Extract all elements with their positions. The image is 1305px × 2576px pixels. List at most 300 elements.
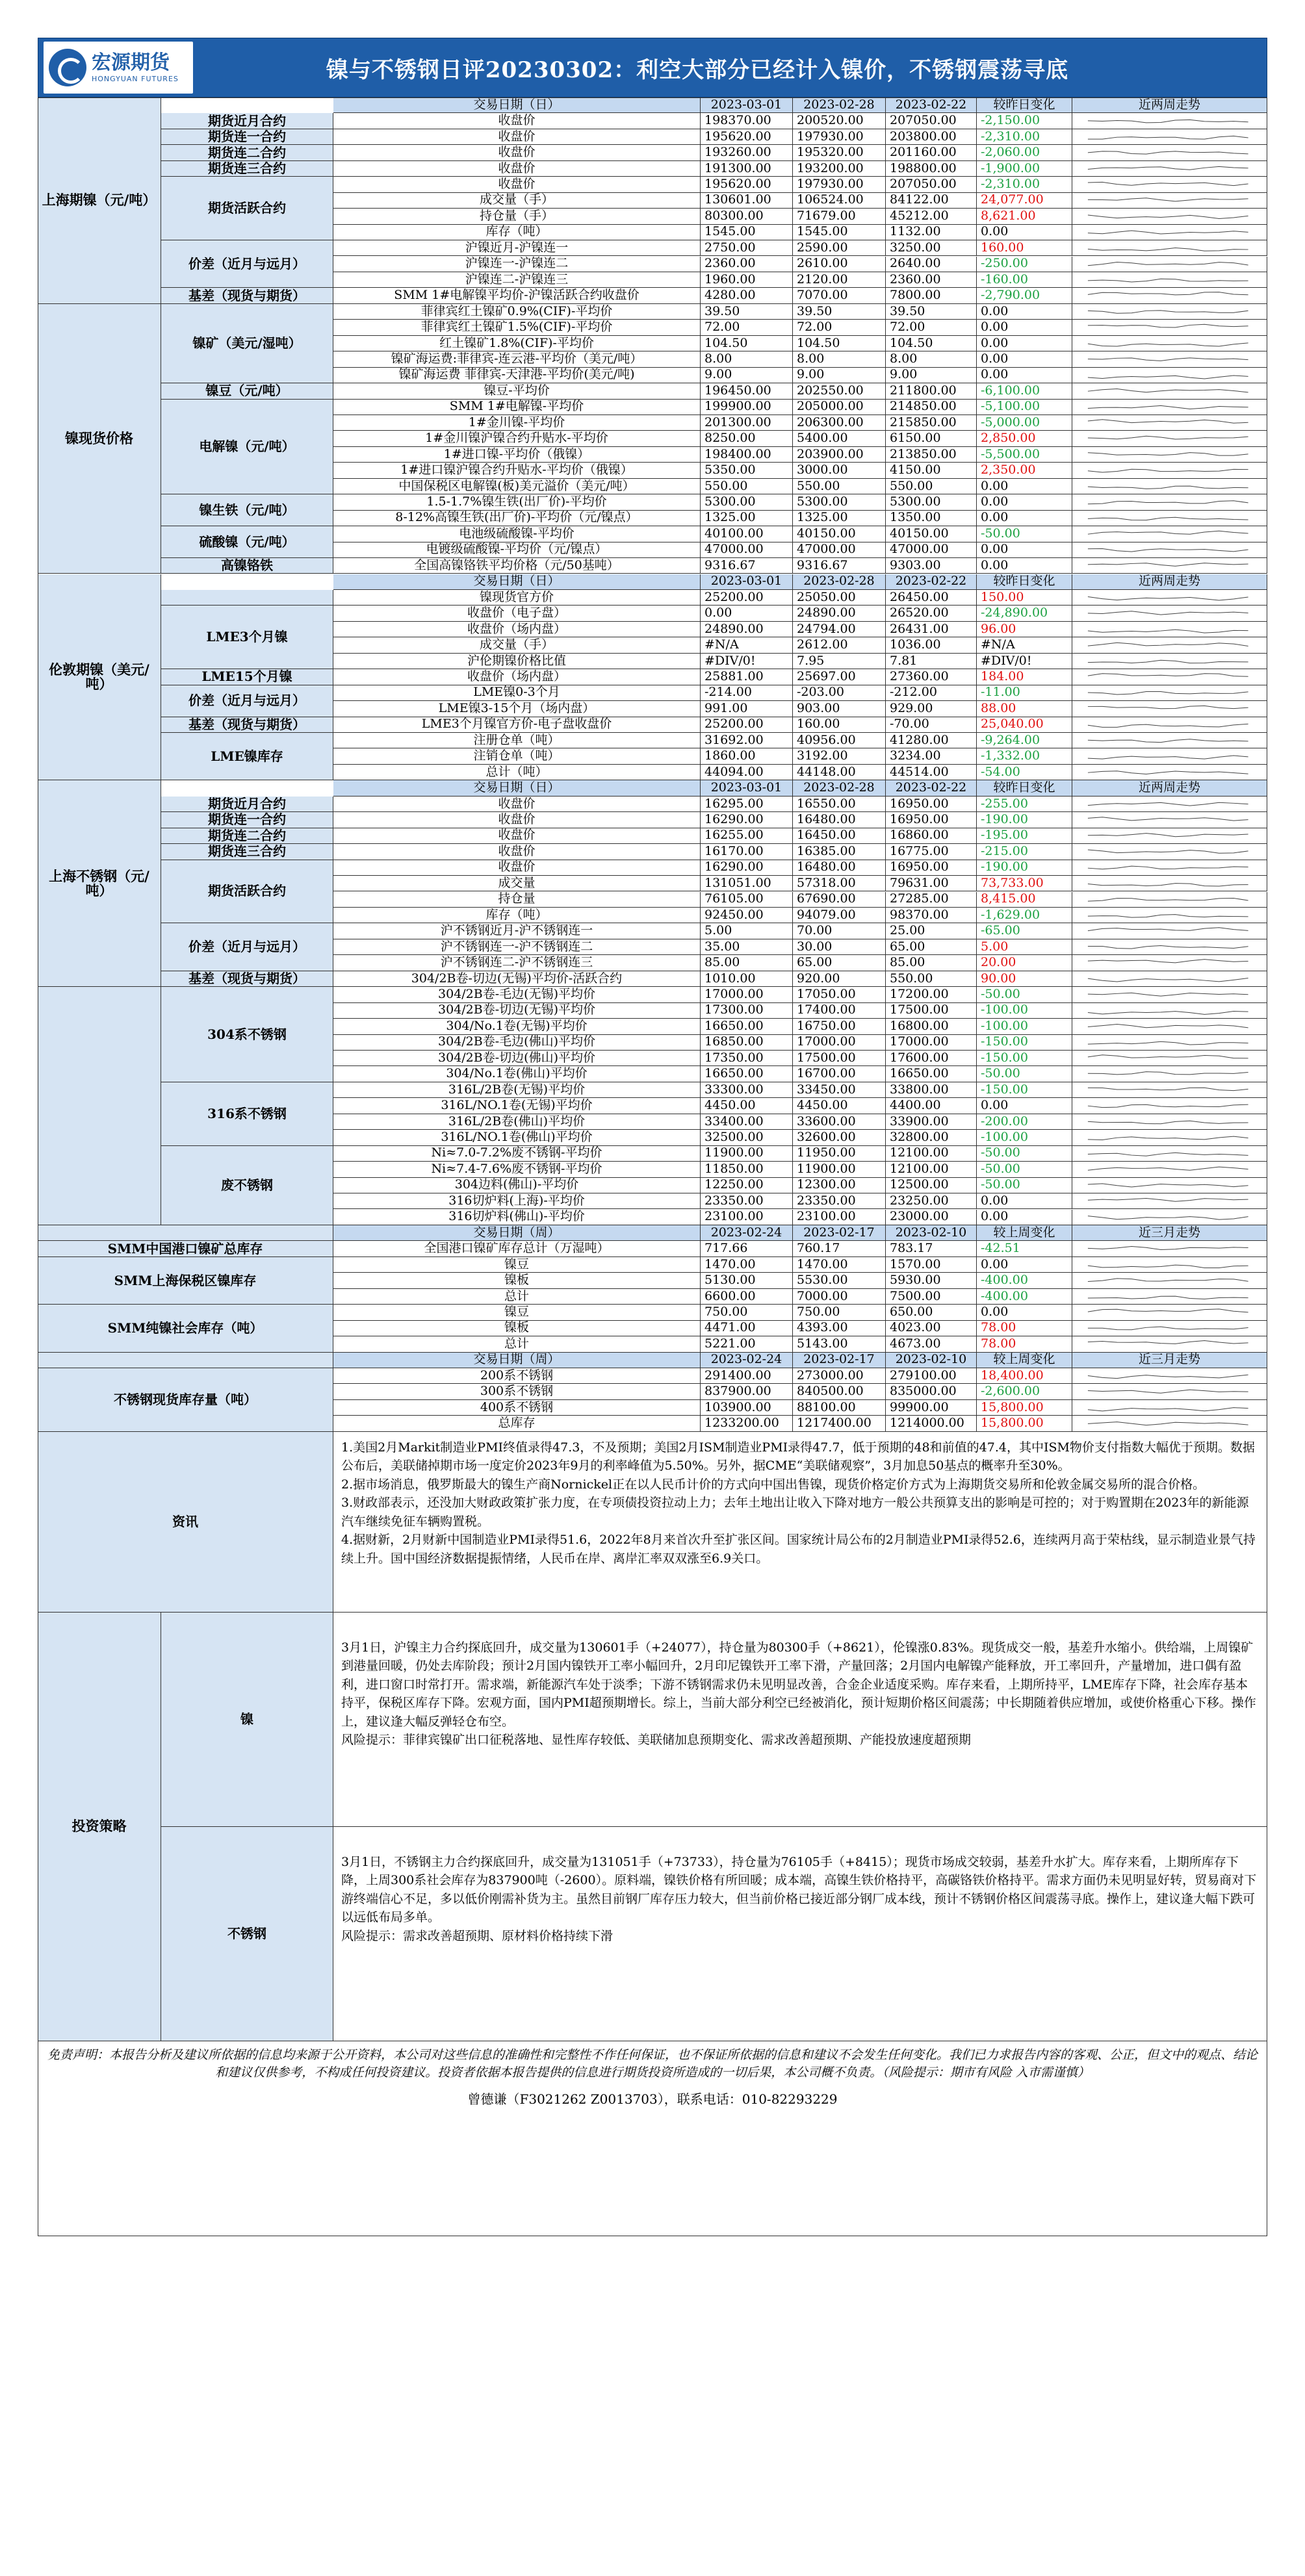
indicator-name: 收盘价 — [333, 812, 701, 828]
value-cell: 47000.00 — [701, 542, 793, 558]
value-cell: 17050.00 — [793, 987, 886, 1002]
change-value: -195.00 — [977, 828, 1072, 844]
value-cell: 32600.00 — [793, 1130, 886, 1145]
group-label: 不锈钢现货库存量（吨） — [38, 1368, 333, 1432]
value-cell: 16950.00 — [886, 797, 977, 812]
value-cell: 40150.00 — [886, 526, 977, 542]
strategy-nickel-box — [333, 1613, 1267, 1827]
group-label — [161, 590, 333, 606]
value-cell: 197930.00 — [793, 129, 886, 145]
report-page — [38, 0, 1267, 2576]
value-cell: 16750.00 — [793, 1019, 886, 1034]
value-cell: 5143.00 — [793, 1336, 886, 1352]
value-cell: 130601.00 — [701, 193, 793, 209]
value-cell: 16650.00 — [701, 1019, 793, 1034]
value-cell: 94079.00 — [793, 908, 886, 923]
value-cell: 9303.00 — [886, 558, 977, 574]
change-value: -54.00 — [977, 765, 1072, 780]
group-label: 期货连二合约 — [161, 145, 333, 160]
group-label: 硫酸镍（元/吨） — [161, 526, 333, 558]
group-label: 期货连三合约 — [161, 161, 333, 177]
value-cell: 8.00 — [886, 351, 977, 367]
change-value: 0.00 — [977, 351, 1072, 367]
value-cell: 16700.00 — [793, 1066, 886, 1082]
value-cell: 8.00 — [701, 351, 793, 367]
value-cell: 1132.00 — [886, 225, 977, 240]
indicator-name: 持仓量（手） — [333, 209, 701, 224]
value-cell: 5300.00 — [701, 494, 793, 510]
value-cell: 76105.00 — [701, 892, 793, 908]
change-value: -255.00 — [977, 797, 1072, 812]
value-cell: 193200.00 — [793, 161, 886, 177]
value-cell: 197930.00 — [793, 177, 886, 192]
value-cell: 16450.00 — [793, 828, 886, 844]
indicator-name: 沪镍连二-沪镍连三 — [333, 272, 701, 288]
value-cell: 750.00 — [701, 1305, 793, 1320]
trend-sparkline — [1072, 1051, 1267, 1066]
group-label: LME镍库存 — [161, 733, 333, 780]
header-trend: 近两周走势 — [1072, 97, 1267, 113]
indicator-name: 316切炉料(佛山)-平均价 — [333, 1210, 701, 1225]
value-cell: 40100.00 — [701, 526, 793, 542]
value-cell: 2610.00 — [793, 257, 886, 272]
indicator-name: 304/2B卷-切边(无锡)平均价 — [333, 1003, 701, 1019]
value-cell: 17350.00 — [701, 1051, 793, 1066]
value-cell: 4023.00 — [886, 1321, 977, 1336]
value-cell: 7000.00 — [793, 1289, 886, 1305]
value-cell: 2360.00 — [701, 257, 793, 272]
change-value: 160.00 — [977, 240, 1072, 256]
value-cell: 65.00 — [793, 955, 886, 971]
trend-sparkline — [1072, 844, 1267, 860]
indicator-name: 镍矿海运费 菲律宾-天津港-平均价(美元/吨) — [333, 368, 701, 383]
indicator-name: 库存（吨） — [333, 908, 701, 923]
value-cell: 2360.00 — [886, 272, 977, 288]
data-table — [38, 97, 1267, 2041]
value-cell: 85.00 — [886, 955, 977, 971]
group-label: 镍生铁（元/吨） — [161, 494, 333, 526]
change-value: 0.00 — [977, 1305, 1072, 1320]
trend-sparkline — [1072, 400, 1267, 415]
change-value: -2,790.00 — [977, 288, 1072, 303]
value-cell: 7500.00 — [886, 1289, 977, 1305]
header-change: 较昨日变化 — [977, 97, 1072, 113]
value-cell: 17000.00 — [886, 1035, 977, 1051]
change-value: 0.00 — [977, 1210, 1072, 1225]
strategy-steel-box — [333, 1827, 1267, 2041]
value-cell: 16550.00 — [793, 797, 886, 812]
value-cell: 207050.00 — [886, 113, 977, 129]
header-change: 较上周变化 — [977, 1353, 1072, 1368]
value-cell: 1350.00 — [886, 511, 977, 526]
trend-sparkline — [1072, 717, 1267, 733]
change-value: -190.00 — [977, 860, 1072, 876]
change-value: -160.00 — [977, 272, 1072, 288]
change-value: 0.00 — [977, 1257, 1072, 1273]
indicator-name: 成交量（手） — [333, 193, 701, 209]
change-value: 0.00 — [977, 320, 1072, 335]
footer — [38, 2041, 1267, 2236]
value-cell: 4673.00 — [886, 1336, 977, 1352]
group-label: 316系不锈钢 — [161, 1082, 333, 1146]
value-cell: 16650.00 — [701, 1066, 793, 1082]
trend-sparkline — [1072, 351, 1267, 367]
indicator-name: 沪镍近月-沪镍连一 — [333, 240, 701, 256]
trend-sparkline — [1072, 129, 1267, 145]
trend-sparkline — [1072, 145, 1267, 160]
report-title: 镍与不锈钢日评20230302：利空大部分已经计入镍价，不锈钢震荡寻底 — [326, 57, 1069, 83]
value-cell: 3192.00 — [793, 748, 886, 764]
indicator-name: 收盘价 — [333, 145, 701, 160]
value-cell: 1010.00 — [701, 971, 793, 987]
value-cell: 72.00 — [793, 320, 886, 335]
value-cell: 2590.00 — [793, 240, 886, 256]
change-value: -50.00 — [977, 526, 1072, 542]
value-cell: 17600.00 — [886, 1051, 977, 1066]
news-item: 2.据市场消息，俄罗斯最大的镍生产商Nornickel正在以人民币计价的方式向中国出售镍，现货价格定价方式为上海期货交易所和伦敦金属交易所的混合价格。 — [341, 1477, 1206, 1492]
trend-sparkline — [1072, 908, 1267, 923]
value-cell: 9316.67 — [701, 558, 793, 574]
value-cell: 71679.00 — [793, 209, 886, 224]
value-cell: 25881.00 — [701, 669, 793, 685]
value-cell: 44094.00 — [701, 765, 793, 780]
header-trend: 近两周走势 — [1072, 780, 1267, 796]
value-cell: 5350.00 — [701, 463, 793, 478]
value-cell: 12100.00 — [886, 1162, 977, 1177]
indicator-name: 316L/2B卷(佛山)平均价 — [333, 1114, 701, 1130]
group-label: 基差（现货与期货） — [161, 717, 333, 733]
change-value: -50.00 — [977, 1146, 1072, 1162]
category-label: 镍现货价格 — [38, 304, 161, 574]
header-trend: 近三月走势 — [1072, 1225, 1267, 1241]
header-indicator: 交易日期（周） — [333, 1353, 701, 1368]
change-value: -2,150.00 — [977, 113, 1072, 129]
value-cell: 39.50 — [886, 304, 977, 320]
trend-sparkline — [1072, 860, 1267, 876]
trend-sparkline — [1072, 193, 1267, 209]
header-indicator: 交易日期（日） — [333, 574, 701, 590]
change-value: 5.00 — [977, 939, 1072, 955]
indicator-name: 电镀级硫酸镍-平均价（元/镍点） — [333, 542, 701, 558]
trend-sparkline — [1072, 320, 1267, 335]
change-value: 20.00 — [977, 955, 1072, 971]
indicator-name: 收盘价 — [333, 797, 701, 812]
value-cell: 16950.00 — [886, 860, 977, 876]
trend-sparkline — [1072, 1400, 1267, 1416]
header-trend: 近三月走势 — [1072, 1353, 1267, 1368]
trend-sparkline — [1072, 669, 1267, 685]
header-date: 2023-02-24 — [701, 1225, 793, 1241]
report-header — [38, 38, 1267, 97]
value-cell: 550.00 — [793, 479, 886, 494]
value-cell: 717.66 — [701, 1241, 793, 1256]
value-cell: 195320.00 — [793, 145, 886, 160]
value-cell: 24890.00 — [793, 606, 886, 621]
trend-sparkline — [1072, 1305, 1267, 1320]
change-value: 184.00 — [977, 669, 1072, 685]
value-cell: 26450.00 — [886, 590, 977, 606]
value-cell: 840500.00 — [793, 1384, 886, 1399]
risk-note: 风险提示：菲律宾镍矿出口征税落地、显性库存较低、美联储加息预期变化、需求改善超预期、产能投放速度超预期 — [341, 1733, 972, 1748]
indicator-name: 1#进口镍-平均价（俄镍） — [333, 447, 701, 463]
indicator-name: 总计 — [333, 1289, 701, 1305]
value-cell: -212.00 — [886, 685, 977, 701]
trend-sparkline — [1072, 1146, 1267, 1162]
value-cell: 196450.00 — [701, 383, 793, 399]
indicator-name: 收盘价 — [333, 860, 701, 876]
trend-sparkline — [1072, 812, 1267, 828]
value-cell: 2612.00 — [793, 637, 886, 653]
change-value: -150.00 — [977, 1035, 1072, 1051]
trend-sparkline — [1072, 304, 1267, 320]
header-date: 2023-02-22 — [886, 574, 977, 590]
value-cell: 31692.00 — [701, 733, 793, 748]
news-item: 3.财政部表示，还没加大财政政策扩张力度，在专项债投资拉动上力；去年土地出让收入下降对地方一般公共预算支出的影响是可控的；对于购置期在2023年的新能源汽车继续免征车辆购置税。 — [341, 1496, 1249, 1529]
value-cell: 5130.00 — [701, 1273, 793, 1288]
value-cell: 39.50 — [701, 304, 793, 320]
change-value: -400.00 — [977, 1273, 1072, 1288]
value-cell: 39.50 — [793, 304, 886, 320]
change-value: -24,890.00 — [977, 606, 1072, 621]
change-value: -9,264.00 — [977, 733, 1072, 748]
value-cell: 23100.00 — [793, 1210, 886, 1225]
header-blank — [38, 1353, 333, 1368]
change-value: -65.00 — [977, 923, 1072, 939]
trend-sparkline — [1072, 1416, 1267, 1431]
trend-sparkline — [1072, 558, 1267, 574]
change-value: -1,900.00 — [977, 161, 1072, 177]
value-cell: 193260.00 — [701, 145, 793, 160]
indicator-name: SMM 1#电解镍平均价-沪镍活跃合约收盘价 — [333, 288, 701, 303]
trend-sparkline — [1072, 1368, 1267, 1384]
indicator-name: 全国港口镍矿库存总计（万湿吨） — [333, 1241, 701, 1256]
value-cell: 5530.00 — [793, 1273, 886, 1288]
change-value: -400.00 — [977, 1289, 1072, 1305]
trend-sparkline — [1072, 923, 1267, 939]
value-cell: 201160.00 — [886, 145, 977, 160]
value-cell: 991.00 — [701, 701, 793, 717]
header-change: 较昨日变化 — [977, 780, 1072, 796]
value-cell: 16950.00 — [886, 812, 977, 828]
group-label: 电解镍（元/吨） — [161, 400, 333, 495]
value-cell: 1470.00 — [793, 1257, 886, 1273]
trend-sparkline — [1072, 1114, 1267, 1130]
change-value: 0.00 — [977, 511, 1072, 526]
indicator-name: 持仓量 — [333, 892, 701, 908]
value-cell: 72.00 — [701, 320, 793, 335]
change-value: -200.00 — [977, 1114, 1072, 1130]
trend-sparkline — [1072, 622, 1267, 637]
value-cell: 160.00 — [793, 717, 886, 733]
trend-sparkline — [1072, 415, 1267, 431]
change-value: 24,077.00 — [977, 193, 1072, 209]
value-cell: 12250.00 — [701, 1178, 793, 1193]
value-cell: 273000.00 — [793, 1368, 886, 1384]
indicator-name: 304/2B卷-切边(无锡)平均价-活跃合约 — [333, 971, 701, 987]
header-date: 2023-02-28 — [793, 97, 886, 113]
value-cell: 16295.00 — [701, 797, 793, 812]
value-cell: 17500.00 — [886, 1003, 977, 1019]
trend-sparkline — [1072, 177, 1267, 192]
value-cell: 12500.00 — [886, 1178, 977, 1193]
trend-sparkline — [1072, 748, 1267, 764]
value-cell: 191300.00 — [701, 161, 793, 177]
trend-sparkline — [1072, 939, 1267, 955]
trend-sparkline — [1072, 637, 1267, 653]
value-cell: 195620.00 — [701, 177, 793, 192]
value-cell: 1545.00 — [701, 225, 793, 240]
indicator-name: LME镍0-3个月 — [333, 685, 701, 701]
indicator-name: 316切炉料(上海)-平均价 — [333, 1193, 701, 1209]
category-label: 上海期镍（元/吨） — [38, 97, 161, 304]
value-cell: 12100.00 — [886, 1146, 977, 1162]
change-value: #N/A — [977, 637, 1072, 653]
trend-sparkline — [1072, 1273, 1267, 1288]
indicator-name: 收盘价（场内盘） — [333, 669, 701, 685]
trend-sparkline — [1072, 1098, 1267, 1114]
indicator-name: 镍现货官方价 — [333, 590, 701, 606]
indicator-name: 沪伦期镍价格比值 — [333, 654, 701, 669]
indicator-name: 316L/NO.1卷(佛山)平均价 — [333, 1130, 701, 1145]
change-value: -250.00 — [977, 257, 1072, 272]
indicator-name: 1#金川镍-平均价 — [333, 415, 701, 431]
indicator-name: 304/No.1卷(无锡)平均价 — [333, 1019, 701, 1034]
header-blank — [38, 1225, 333, 1241]
value-cell: 65.00 — [886, 939, 977, 955]
value-cell: 131051.00 — [701, 876, 793, 891]
value-cell: 2750.00 — [701, 240, 793, 256]
value-cell: 206300.00 — [793, 415, 886, 431]
value-cell: 550.00 — [886, 479, 977, 494]
value-cell: #N/A — [701, 637, 793, 653]
group-label: 镍矿（美元/湿吨） — [161, 304, 333, 383]
value-cell: 4450.00 — [701, 1098, 793, 1114]
trend-sparkline — [1072, 368, 1267, 383]
value-cell: 72.00 — [886, 320, 977, 335]
change-value: 0.00 — [977, 225, 1072, 240]
value-cell: 5400.00 — [793, 431, 886, 446]
value-cell: 98370.00 — [886, 908, 977, 923]
change-value: 15,800.00 — [977, 1416, 1072, 1431]
change-value: 88.00 — [977, 701, 1072, 717]
group-label: 价差（近月与远月） — [161, 923, 333, 971]
trend-sparkline — [1072, 225, 1267, 240]
value-cell: 85.00 — [701, 955, 793, 971]
trend-sparkline — [1072, 257, 1267, 272]
trend-sparkline — [1072, 1019, 1267, 1034]
indicator-name: 316L/NO.1卷(无锡)平均价 — [333, 1098, 701, 1114]
value-cell: 32800.00 — [886, 1130, 977, 1145]
indicator-name: 1#进口镍沪镍合约升贴水-平均价（俄镍） — [333, 463, 701, 478]
value-cell: 33300.00 — [701, 1082, 793, 1098]
value-cell: 17200.00 — [886, 987, 977, 1002]
value-cell: 17000.00 — [701, 987, 793, 1002]
indicator-name: 收盘价（场内盘） — [333, 622, 701, 637]
indicator-name: 304/2B卷-毛边(佛山)平均价 — [333, 1035, 701, 1051]
trend-sparkline — [1072, 1130, 1267, 1145]
indicator-name: 库存（吨） — [333, 225, 701, 240]
value-cell: 45212.00 — [886, 209, 977, 224]
indicator-name: 镍豆-平均价 — [333, 383, 701, 399]
trend-sparkline — [1072, 494, 1267, 510]
trend-sparkline — [1072, 1162, 1267, 1177]
value-cell: 903.00 — [793, 701, 886, 717]
value-cell: 1570.00 — [886, 1257, 977, 1273]
indicator-name: 总计 — [333, 1336, 701, 1352]
value-cell: 2640.00 — [886, 257, 977, 272]
value-cell: 104.50 — [701, 336, 793, 351]
header-date: 2023-02-10 — [886, 1353, 977, 1368]
group-label: 基差（现货与期货） — [161, 971, 333, 987]
value-cell: 47000.00 — [886, 542, 977, 558]
indicator-name: 1.5-1.7%镍生铁(出厂价)-平均价 — [333, 494, 701, 510]
trend-sparkline — [1072, 113, 1267, 129]
trend-sparkline — [1072, 240, 1267, 256]
value-cell: 198800.00 — [886, 161, 977, 177]
strategy-sub-label: 镍 — [161, 1613, 333, 1827]
header-change: 较上周变化 — [977, 1225, 1072, 1241]
value-cell: 25697.00 — [793, 669, 886, 685]
value-cell: 16290.00 — [701, 860, 793, 876]
value-cell: 30.00 — [793, 939, 886, 955]
change-value: -42.51 — [977, 1241, 1072, 1256]
value-cell: 1214000.00 — [886, 1416, 977, 1431]
value-cell: 215850.00 — [886, 415, 977, 431]
value-cell: 27285.00 — [886, 892, 977, 908]
trend-sparkline — [1072, 431, 1267, 446]
strategy-text: 3月1日，不锈钢主力合约探底回升，成交量为131051手（+73733），持仓量为76105手（+8415）；现货市场成交较弱，基差升水扩大。库存来看，上期所库存下降，上周300系社会库存为837900吨（-2600）。原料端，镍铁价格有所回暖；成本端，高镍生铁价格持平，高碳铬铁价格持平。需求方面仍未见明显好转，贸易商对下游终端信心不足，多以低价刚需补货为主。虽然目前钢厂库存压力较大，但当前价格已接近部分钢厂成本线，预计不锈钢价格区间震荡寻底。操作上，建议逢大幅下跌可以远低布局多单。 — [341, 1854, 1257, 1925]
value-cell: 17500.00 — [793, 1051, 886, 1066]
value-cell: 3000.00 — [793, 463, 886, 478]
value-cell: 202550.00 — [793, 383, 886, 399]
indicator-name: LME3个月镍官方价-电子盘收盘价 — [333, 717, 701, 733]
indicator-name: 电池级硫酸镍-平均价 — [333, 526, 701, 542]
change-value: -11.00 — [977, 685, 1072, 701]
trend-sparkline — [1072, 733, 1267, 748]
change-value: -50.00 — [977, 1066, 1072, 1082]
indicator-name: 总计（吨） — [333, 765, 701, 780]
header-date: 2023-03-01 — [701, 780, 793, 796]
value-cell: 9.00 — [793, 368, 886, 383]
value-cell: 291400.00 — [701, 1368, 793, 1384]
value-cell: 26431.00 — [886, 622, 977, 637]
value-cell: 16170.00 — [701, 844, 793, 860]
value-cell: 9.00 — [701, 368, 793, 383]
indicator-name: 镍矿海运费:菲律宾-连云港-平均价（美元/吨） — [333, 351, 701, 367]
change-value: -2,600.00 — [977, 1384, 1072, 1399]
value-cell: 5300.00 — [886, 494, 977, 510]
news-item: 1.美国2月Markit制造业PMI终值录得47.3，不及预期；美国2月ISM制造业PMI录得47.7，低于预期的48和前值的47.4，其中ISM物价支付指数大幅优于预期。数据公布后，美联储掉期市场一度定价2023年9月的利率峰值为5.50%。另外，据CME“美联储观察”，3月加息50基点的概率升至30%。 — [341, 1440, 1255, 1473]
change-value: 90.00 — [977, 971, 1072, 987]
indicator-name: SMM 1#电解镍-平均价 — [333, 400, 701, 415]
category-label: 上海不锈钢（元/吨） — [38, 780, 161, 987]
trend-sparkline — [1072, 1178, 1267, 1193]
category-label — [38, 987, 161, 1225]
value-cell: 8250.00 — [701, 431, 793, 446]
trend-sparkline — [1072, 1336, 1267, 1352]
value-cell: 11900.00 — [701, 1146, 793, 1162]
indicator-name: 镍豆 — [333, 1257, 701, 1273]
indicator-name: 400系不锈钢 — [333, 1400, 701, 1416]
trend-sparkline — [1072, 479, 1267, 494]
header-date: 2023-02-22 — [886, 97, 977, 113]
value-cell: 5930.00 — [886, 1273, 977, 1288]
trend-sparkline — [1072, 1035, 1267, 1051]
indicator-name: 镍板 — [333, 1273, 701, 1288]
value-cell: 4393.00 — [793, 1321, 886, 1336]
value-cell: 6600.00 — [701, 1289, 793, 1305]
change-value: -100.00 — [977, 1130, 1072, 1145]
